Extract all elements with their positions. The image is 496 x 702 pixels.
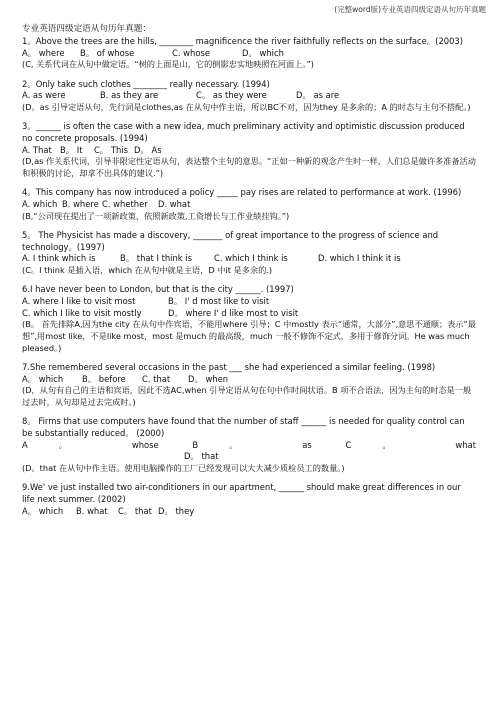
question-6 bbox=[22, 284, 476, 354]
option-b: B。 I' d most like to visit bbox=[168, 295, 270, 306]
answer-explanation: (D,as 作关系代词，引导非限定性定语从句，表达整个主句的意思。“正如一种新的观念产生时一样，人们总是做许多准备活动和积极的讨论，却拿不出具体的建议.”) bbox=[22, 156, 476, 179]
option-d: D。 they bbox=[158, 505, 195, 516]
question-stem: 2。Only take such clothes ________ really necessary. (1994) bbox=[22, 78, 270, 89]
answer-options bbox=[22, 308, 476, 320]
question-1 bbox=[22, 36, 476, 71]
answer-explanation: (D。that 在从句中作主语。使用电脑操作的工厂已经发现可以大大减少质检员工的数量。) bbox=[22, 463, 345, 473]
option-c: C. which I like to visit mostly bbox=[22, 307, 142, 318]
option-d: D. which I think it is bbox=[318, 253, 401, 264]
option-b: B。 It bbox=[60, 144, 83, 155]
answer-options bbox=[22, 253, 476, 265]
option-a: A. I think which is bbox=[22, 253, 96, 264]
question-stem: 5。 The Physicist has made a discovery, _______ of great importance to the progress of science and technology。(1997) bbox=[22, 229, 439, 252]
question-7 bbox=[22, 362, 476, 409]
option-b: B。 that I think is bbox=[120, 253, 193, 264]
option-b: B。 before bbox=[82, 373, 126, 384]
question-8 bbox=[22, 416, 476, 475]
option-a: A. which bbox=[22, 198, 58, 209]
question-stem: 6.I have never been to London, but that is the city ______. (1997) bbox=[22, 284, 294, 295]
answer-options bbox=[22, 451, 476, 463]
question-list bbox=[22, 36, 476, 525]
answer-options bbox=[22, 374, 476, 386]
answer-explanation: (D。as 引导定语从句，先行词是clothes,as 在从句中作主语，所以BC不对，因为they 是多余的；A 的时态与主句不搭配。) bbox=[22, 102, 471, 113]
question-4 bbox=[22, 187, 476, 222]
option-a: A。 which bbox=[22, 373, 64, 384]
question-stem: 1。Above the trees are the hills, ________ magnificence the river faithfully reflects on the surface。(2003) bbox=[22, 36, 464, 46]
question-stem: 3。______ is often the case with a new idea, much preliminary activity and optimistic discussion produced no concrete proposals. (1994) bbox=[22, 121, 465, 143]
answer-options bbox=[22, 90, 476, 102]
option-a: A. That bbox=[22, 144, 52, 155]
answer-options bbox=[22, 48, 476, 60]
question-9 bbox=[22, 482, 476, 517]
option-a: A. as were bbox=[22, 90, 66, 101]
answer-explanation: (C, 关系代词在从句中做定语。“树的上面是山，它的倒影忠实地映照在河面上。”) bbox=[22, 59, 314, 70]
option-d: D。 as are bbox=[296, 90, 340, 101]
option-b: B。 of whose bbox=[80, 47, 135, 58]
answer-options bbox=[22, 440, 476, 452]
option-b: B. what bbox=[76, 505, 108, 516]
option-c: C。 as they were bbox=[196, 90, 267, 101]
question-stem: 4。This company has now introduced a policy _____ pay rises are related to performance at work. (1996) bbox=[22, 187, 462, 198]
option-a: A。 which bbox=[22, 505, 64, 516]
answer-options bbox=[22, 296, 476, 308]
answer-options bbox=[22, 199, 476, 211]
option-c: C. that bbox=[142, 373, 171, 384]
document-title: 专业英语四级定语从句历年真题： bbox=[22, 24, 151, 34]
option-b: B. where bbox=[62, 198, 99, 209]
answer-options bbox=[22, 145, 476, 157]
option-c: C. which I think is bbox=[214, 253, 288, 264]
option-d: D。 when bbox=[188, 373, 229, 384]
option-b: B。 as bbox=[192, 439, 312, 450]
question-5 bbox=[22, 230, 476, 277]
option-a: A。 where bbox=[22, 47, 65, 58]
option-c: C。 This bbox=[94, 144, 128, 155]
question-stem: 9.We' ve just installed two air-conditioners in our apartment, ______ should make great differences in our life next summer. (2002) bbox=[22, 482, 461, 504]
answer-explanation: (C。I think 是插入语，which 在从句中就是主语，D 中it 是多余的.) bbox=[22, 264, 273, 275]
option-c: C。 that bbox=[118, 505, 152, 516]
option-b: B. as they are bbox=[100, 90, 159, 101]
answer-explanation: (D，从句有自己的主语和宾语，因此不选AC,when 引导定语从句在句中作时间状语。B 项不合语法，因为主句的时态是一般过去时，从句却是过去完成时。) bbox=[22, 385, 472, 407]
running-header: (完整word版)专业英语四级定语从句历年真题 bbox=[334, 5, 486, 14]
option-c: C. whether bbox=[102, 198, 148, 209]
option-d: D。 As bbox=[134, 144, 162, 155]
option-a: A。 whose bbox=[22, 439, 159, 450]
option-d: D。 which bbox=[242, 47, 284, 58]
answer-explanation: (B。 首先排除A,因为the city 在从句中作宾语，不能用where 引导；C 中mostly 表示“通常，大部分”,意思不通顺；表示“最想”,用most like，不是like most，most 是much 的最高级，much 一般不修饰不定式，多用于修饰分词。He was much pleased。) bbox=[22, 319, 476, 353]
option-d: D. what bbox=[158, 198, 191, 209]
option-d: D。 where I' d like most to visit bbox=[168, 307, 299, 318]
question-stem: 7.She remembered several occasions in the past ___ she had experienced a similar feeling. (1998) bbox=[22, 361, 436, 372]
option-a: A. where I like to visit most bbox=[22, 295, 136, 306]
option-c: C。 what bbox=[345, 439, 476, 450]
question-3 bbox=[22, 121, 476, 180]
question-2 bbox=[22, 79, 476, 114]
answer-explanation: (B,“公司现在提出了一项新政策，依照新政策,工资增长与工作业绩挂钩。”) bbox=[22, 210, 290, 221]
option-c: C. whose bbox=[172, 47, 210, 58]
option-d: D。 that bbox=[184, 451, 219, 462]
question-stem: 8。 Firms that use computers have found that the number of staff ______ is needed for quality control can be substantially reduced。 (2000) bbox=[22, 416, 465, 438]
answer-options bbox=[22, 506, 476, 518]
